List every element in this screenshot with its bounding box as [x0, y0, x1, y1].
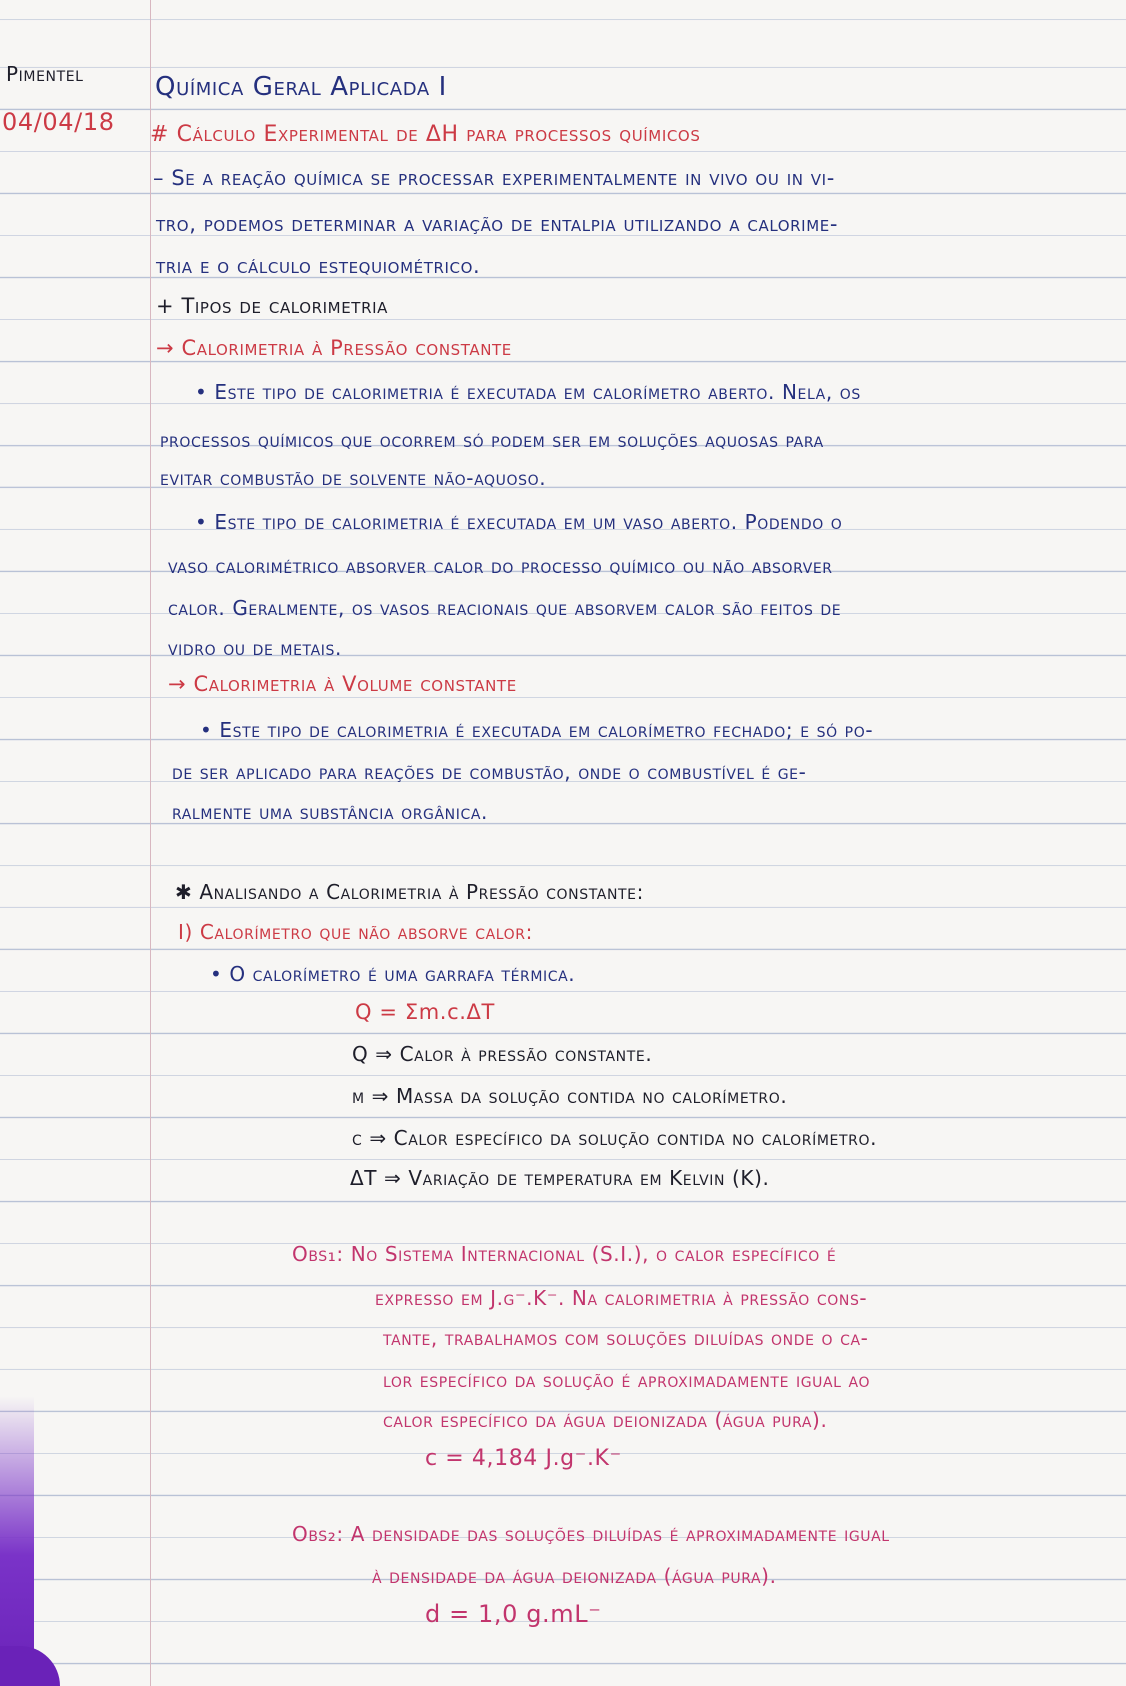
pressure-p2-line-4: vidro ou de metais. — [168, 636, 342, 660]
volume-p1-line-2: de ser aplicado para reações de combustão, onde o combustível é ge- — [172, 760, 807, 784]
intro-line-1: – Se a reação química se processar experimentalmente in vivo ou in vi- — [153, 166, 835, 190]
pressure-p1-line-1: • Este tipo de calorimetria é executada em calorímetro aberto. Nela, os — [195, 380, 861, 404]
definition-q: Q ⇒ Calor à pressão constante. — [352, 1042, 653, 1066]
margin-line — [150, 0, 151, 1686]
obs1-line-5: calor específico da água deionizada (água pura). — [383, 1408, 828, 1432]
pressure-p1-line-2: processos químicos que ocorrem só podem ser em soluções aquosas para — [160, 428, 824, 452]
obs1-line-1: Obs₁: No Sistema Internacional (S.I.), o calor específico é — [292, 1242, 837, 1266]
intro-line-3: tria e o cálculo estequiométrico. — [156, 254, 481, 278]
note-date: 04/04/18 — [2, 108, 115, 136]
obs1-line-3: tante, trabalhamos com soluções diluídas onde o ca- — [383, 1326, 869, 1350]
author-name: Pimentel — [6, 62, 84, 86]
obs2-line-2: à densidade da água deionizada (água pura). — [372, 1564, 777, 1588]
pressure-p2-line-1: • Este tipo de calorimetria é executada em um vaso aberto. Podendo o — [195, 510, 843, 534]
pressure-heading: → Calorimetria à Pressão constante — [156, 336, 512, 360]
definition-c: c ⇒ Calor específico da solução contida no calorímetro. — [352, 1126, 878, 1150]
obs2-density-value: d = 1,0 g.mL⁻ — [425, 1600, 602, 1628]
obs1-line-2: expresso em J.g⁻.K⁻. Na calorimetria à pressão cons- — [375, 1286, 868, 1310]
intro-line-2: tro, podemos determinar a variação de entalpia utilizando a calorime- — [156, 212, 839, 236]
pressure-p2-line-3: calor. Geralmente, os vasos reacionais que absorvem calor são feitos de — [168, 596, 842, 620]
obs1-line-4: lor específico da solução é aproximadamente igual ao — [383, 1368, 871, 1392]
analysis-heading: ✱ Analisando a Calorimetria à Pressão constante: — [175, 880, 644, 904]
purple-binding-edge — [0, 1396, 34, 1686]
case-bullet: • O calorímetro é uma garrafa térmica. — [210, 962, 576, 986]
volume-p1-line-1: • Este tipo de calorimetria é executada em calorímetro fechado; e só po- — [200, 718, 874, 742]
pressure-p2-line-2: vaso calorimétrico absorver calor do processo químico ou não absorver — [168, 554, 833, 578]
heat-formula: Q = Σm.c.ΔT — [355, 1000, 495, 1024]
volume-heading: → Calorimetria à Volume constante — [168, 672, 517, 696]
pressure-p1-line-3: evitar combustão de solvente não-aquoso. — [160, 466, 547, 490]
page-title: Química Geral Aplicada I — [155, 72, 447, 102]
purple-binding-corner — [0, 1646, 60, 1686]
definition-m: m ⇒ Massa da solução contida no calorímetro. — [352, 1084, 788, 1108]
obs2-line-1: Obs₂: A densidade das soluções diluídas é aproximadamente igual — [292, 1522, 890, 1546]
types-heading: + Tipos de calorimetria — [156, 294, 388, 318]
case-heading: I) Calorímetro que não absorve calor: — [178, 920, 533, 944]
obs1-specific-heat-value: c = 4,184 J.g⁻.K⁻ — [425, 1446, 622, 1471]
section-title: # Cálculo Experimental de ΔH para processos químicos — [150, 122, 701, 147]
volume-p1-line-3: ralmente uma substância orgânica. — [172, 800, 488, 824]
definition-delta-t: ΔT ⇒ Variação de temperatura em Kelvin (K). — [350, 1166, 770, 1190]
